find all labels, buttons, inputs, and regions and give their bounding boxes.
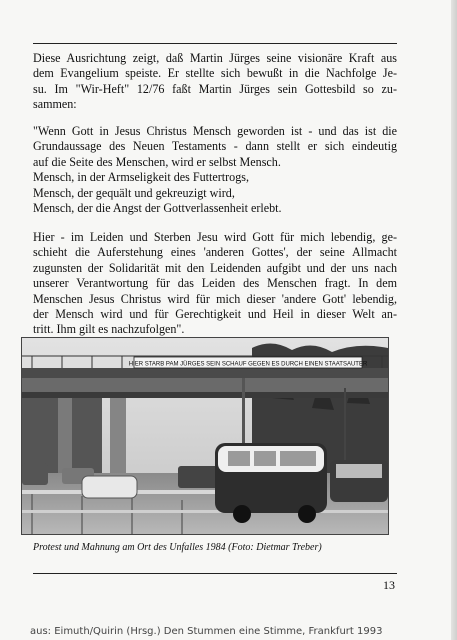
text-line: "Wenn Gott in Jesus Christus Mensch geworden ist - und das ist die xyxy=(33,124,397,138)
text-line: dem Evangelium speiste. Er stellte sich bewußt in die Nachfolge Je- xyxy=(33,66,397,81)
page-edge xyxy=(451,0,457,640)
text-line: zugunsten der Solidarität mit den Leidenden aufgibt und der uns nach xyxy=(33,260,397,275)
text-line: su. Im "Wir-Heft" 12/76 faßt Martin Jürges sein Gottesbild so zu- xyxy=(33,81,397,96)
text-line: unserer Verantwortung für das Leiden des Menschen fragt. In dem xyxy=(33,276,397,291)
text-line: Grundaussage des Neuen Testaments - dann stellt er sich eindeutig xyxy=(33,139,397,154)
text-line: Menschen Jesus Christus wird für mich dieser 'andere Gott' lebendig, xyxy=(33,291,397,306)
text-line: Mensch, der gequält und gekreuzigt wird, xyxy=(33,185,235,200)
text-line: Hier - im Leiden und Sterben Jesu wird Gott für mich lebendig, ge- xyxy=(33,230,397,244)
text-line: Diese Ausrichtung zeigt, daß Martin Jürges seine visionäre Kraft aus xyxy=(33,51,397,65)
page-number: 13 xyxy=(383,578,395,592)
top-rule xyxy=(33,43,397,44)
text-line: Mensch, in der Armseligkeit des Futtertrogs, xyxy=(33,170,249,185)
source-citation: aus: Eimuth/Quirin (Hrsg.) Den Stummen eine Stimme, Frankfurt 1993 xyxy=(30,626,383,637)
text-line: tritt. Ihm gilt es nachzufolgen". xyxy=(33,322,185,337)
paragraph-3-quote xyxy=(33,230,397,338)
text-line: sammen: xyxy=(33,97,77,112)
protest-photo xyxy=(21,337,389,535)
paragraph-2-quote xyxy=(33,124,397,216)
paragraph-1 xyxy=(33,51,397,113)
text-line: der Mensch wird und für Gerechtigkeit und Heil in dieser Welt an- xyxy=(33,307,397,322)
text-line: Mensch, der die Angst der Gottverlassenheit erlebt. xyxy=(33,201,282,216)
photo-caption: Protest und Mahnung am Ort des Unfalles 1984 (Foto: Dietmar Treber) xyxy=(33,542,322,553)
text-line: schieht die Auferstehung eines 'anderen Gottes', der seine Allmacht xyxy=(33,245,397,260)
photo-illustration xyxy=(22,338,388,534)
banner-text: HIER STARB PAM JÜRGES SEIN SCHAUF GEGEN ES DURCH EINEN STAATSAUTER xyxy=(128,361,368,368)
text-line: auf die Seite des Menschen, wird er selbst Mensch. xyxy=(33,154,281,169)
bottom-rule xyxy=(33,573,397,574)
